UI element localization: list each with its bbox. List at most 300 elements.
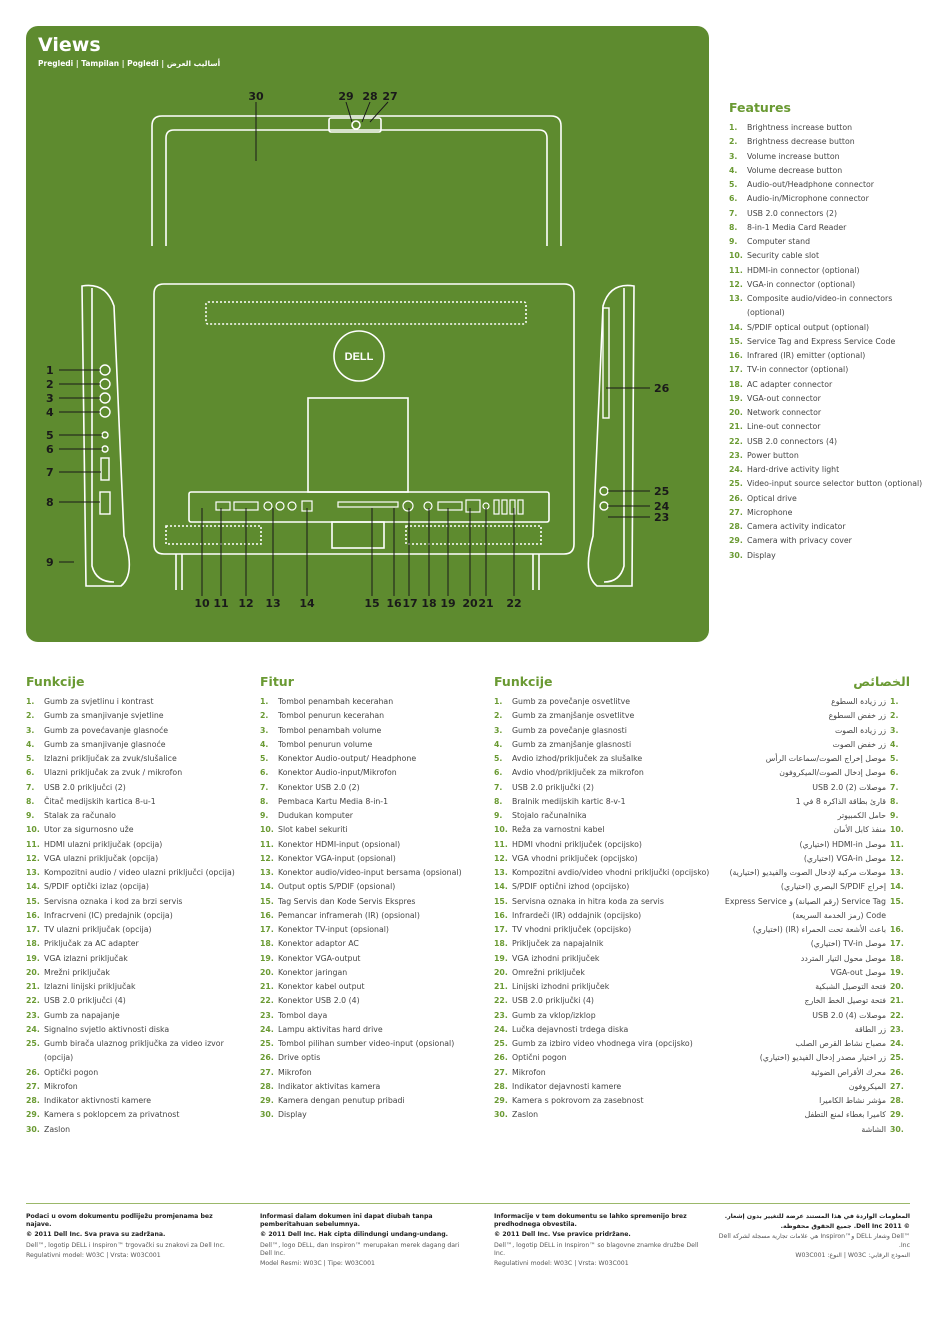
feature-number: 17.	[729, 365, 743, 375]
feature-number: 23.	[26, 1010, 40, 1020]
feature-number: 17.	[260, 925, 274, 934]
footer-trademark: Dell™, logo DELL, dan Inspiron™ merupakan merek dagang dari Dell Inc.	[260, 1241, 460, 1257]
feature-item	[729, 534, 929, 548]
feature-text: Mikrofon	[278, 1067, 312, 1077]
feature-item	[26, 695, 246, 709]
feature-text: Service Tag (رقم الصيانة) و Express Service Code (رمز الخدمة السريعة)	[724, 896, 886, 920]
footer-copyright: © 2011 Dell Inc. جميع الحقوق محفوظة.	[780, 1223, 910, 1231]
indonesian-title: Fitur	[260, 674, 294, 689]
feature-text: Mikrofon	[44, 1081, 78, 1091]
feature-text: VGA izlazni priključak	[44, 953, 128, 963]
feature-item	[729, 249, 929, 263]
feature-number: 19.	[494, 953, 508, 963]
footer-model: النموذج الرقابي: W03C | النوع: W03C001	[795, 1251, 910, 1259]
feature-text: HDMI vhodni priključek (opcijsko)	[512, 839, 642, 849]
feature-item	[494, 1051, 714, 1065]
feature-number: 25.	[494, 1039, 508, 1048]
feature-text: Reža za varnostni kabel	[512, 825, 605, 835]
footer-notice: Informasi dalam dokumen ini dapat diubah tanpa pemberitahuan sebelumnya.	[260, 1213, 433, 1229]
feature-number: 14.	[729, 322, 743, 332]
optical-drive-slot	[603, 308, 609, 418]
feature-number: 3.	[494, 725, 503, 735]
feature-item	[26, 952, 246, 966]
feature-number: .13	[890, 868, 904, 877]
feature-item	[716, 709, 910, 723]
callout-20: 20	[462, 597, 478, 610]
feature-text: Ulazni priključak za zvuk / mikrofon	[44, 768, 183, 778]
footer-slovenian	[494, 1213, 699, 1270]
feature-item	[716, 880, 910, 894]
feature-item	[260, 1094, 480, 1108]
feature-item	[716, 923, 910, 937]
callout-21: 21	[478, 597, 494, 610]
feature-text: Network connector	[747, 408, 822, 417]
feature-item	[494, 1037, 714, 1051]
feature-item	[716, 795, 910, 809]
feature-number: .2	[890, 711, 899, 721]
feature-number: 27.	[260, 1067, 274, 1077]
feature-number: 8.	[729, 222, 738, 232]
feature-item	[729, 420, 929, 434]
feature-number: .19	[890, 967, 904, 977]
croatian-list	[26, 695, 246, 1137]
feature-number: 18.	[26, 939, 40, 949]
volume-down-button	[100, 407, 110, 417]
feature-number: 17.	[26, 925, 40, 934]
callout-14: 14	[299, 597, 315, 610]
feature-text: Avdio izhod/priključek za slušalke	[512, 754, 643, 763]
footer-trademark: Dell™, logotip DELL in Inspiron™ so blagovne znamke družbe Dell Inc.	[494, 1241, 699, 1257]
feature-text: Output optis S/PDIF (opsional)	[278, 882, 396, 892]
feature-number: .1	[890, 697, 899, 706]
feature-number: .23	[890, 1024, 904, 1034]
feature-number: .26	[890, 1067, 904, 1077]
feature-number: 4.	[26, 739, 35, 749]
feature-item	[729, 321, 929, 335]
feature-item	[260, 909, 480, 923]
feature-text: USB 2.0 connectors (2)	[747, 208, 838, 218]
feature-number: 5.	[260, 754, 269, 763]
feature-text: VGA ulazni priključak (opcija)	[44, 853, 159, 863]
feature-number: 2.	[260, 711, 269, 721]
feature-item	[729, 178, 929, 192]
feature-item	[729, 264, 929, 278]
feature-item	[26, 781, 246, 795]
feature-number: 12.	[729, 279, 743, 289]
feature-text: Servisna oznaka in hitra koda za servis	[512, 896, 664, 906]
feature-item	[716, 738, 910, 752]
feature-number: 6.	[260, 768, 269, 778]
panel-subtitle: Pregledi | Tampilan | Pogledi | أساليب العرض	[38, 59, 221, 68]
feature-number: 21.	[494, 982, 508, 991]
feature-number: 2.	[26, 711, 35, 721]
feature-text: Avdio vhod/priključek za mikrofon	[512, 768, 644, 778]
feature-text: Pembaca Kartu Media 8-in-1	[278, 796, 389, 806]
feature-text: Priključak za AC adapter	[44, 939, 139, 949]
feature-number: .5	[890, 754, 899, 763]
feature-text: USB 2.0 priključci (2)	[44, 782, 126, 792]
feature-item	[260, 1023, 480, 1037]
feature-item	[26, 724, 246, 738]
feature-number: 14.	[494, 882, 508, 892]
feature-number: 9.	[729, 237, 738, 246]
feature-number: 28.	[26, 1096, 40, 1105]
feature-item	[26, 766, 246, 780]
feature-text: موصل TV-in (اختياري)	[810, 939, 886, 949]
vent-left	[166, 526, 261, 544]
feature-number: .16	[890, 925, 904, 934]
feature-number: 16.	[494, 910, 508, 920]
feature-number: 15.	[260, 896, 274, 906]
feature-text: موصلات مركبة لإدخال الصوت والفيديو (اختيارية)	[729, 868, 886, 877]
feature-item	[494, 909, 714, 923]
feature-text: S/PDIF optični izhod (opcijsko)	[512, 882, 630, 892]
feature-text: S/PDIF optical output (optional)	[747, 322, 870, 332]
feature-number: 4.	[729, 165, 738, 175]
feature-number: .8	[890, 796, 899, 806]
feature-item	[26, 966, 246, 980]
feature-text: موصل HDMI-in (اختياري)	[799, 839, 886, 849]
feature-number: .14	[890, 882, 904, 892]
feature-number: .24	[890, 1039, 904, 1048]
feature-number: .25	[890, 1053, 904, 1063]
feature-text: Konektor USB 2.0 (2)	[278, 782, 360, 792]
feature-text: Tombol daya	[278, 1010, 328, 1020]
feature-item	[729, 150, 929, 164]
feature-item	[26, 1094, 246, 1108]
features-list	[729, 121, 929, 563]
front-bezel-outline	[152, 116, 561, 246]
feature-text: Infrardeči (IR) oddajnik (opcijsko)	[512, 910, 642, 920]
feature-text: 8-in-1 Media Card Reader	[747, 222, 847, 232]
feature-text: مؤشر نشاط الكاميرا	[819, 1096, 886, 1105]
feature-number: 17.	[494, 925, 508, 934]
feature-text: Kompozitni audio / video ulazni priključci (opcija)	[44, 868, 235, 877]
feature-item	[716, 809, 910, 823]
feature-number: 15.	[729, 336, 743, 346]
feature-text: قارئ بطاقة الذاكرة 8 في 1	[795, 796, 886, 806]
feature-item	[494, 809, 714, 823]
feature-item	[260, 994, 480, 1008]
feature-number: 27.	[494, 1067, 508, 1077]
slovenian-list	[494, 695, 714, 1123]
feature-item	[716, 966, 910, 980]
feature-item	[26, 838, 246, 852]
stand-upper	[308, 398, 408, 492]
feature-number: 14.	[26, 882, 40, 892]
feature-item	[26, 1037, 246, 1066]
arabic-list	[716, 695, 910, 1137]
feature-text: Display	[278, 1110, 307, 1120]
feature-number: 10.	[494, 825, 508, 835]
feature-item	[729, 135, 929, 149]
feature-item	[494, 852, 714, 866]
feature-item	[494, 1080, 714, 1094]
feature-text: Servisna oznaka i kod za brzi servis	[44, 896, 183, 906]
feature-text: Pemancar inframerah (IR) (opsional)	[278, 910, 420, 920]
feature-text: Mikrofon	[512, 1067, 546, 1077]
feature-number: 20.	[26, 967, 40, 977]
feature-text: VGA-out connector	[747, 393, 821, 403]
indonesian-section	[260, 674, 480, 1123]
feature-number: 4.	[494, 739, 503, 749]
feature-number: .3	[890, 725, 899, 735]
dell-logo: DELL	[344, 351, 374, 363]
feature-text: Izlazni linijski priključak	[44, 982, 136, 991]
feature-number: 7.	[729, 208, 738, 218]
feature-text: Stalak za računalo	[44, 811, 116, 820]
feature-number: 12.	[26, 853, 40, 863]
feature-text: موصل محول التيار المتردد	[800, 953, 886, 963]
feature-number: 24.	[729, 465, 743, 474]
feature-item	[26, 895, 246, 909]
footer-divider	[26, 1203, 910, 1204]
feature-item	[494, 952, 714, 966]
feature-number: .20	[890, 982, 904, 991]
feature-number: 6.	[494, 768, 503, 778]
front-screen-outline	[166, 130, 547, 246]
feature-number: 16.	[260, 910, 274, 920]
feature-text: Video-input source selector button (optional)	[747, 479, 923, 489]
feature-number: .29	[890, 1110, 904, 1120]
feature-text: Infracrveni (IC) predajnik (opcija)	[44, 910, 173, 920]
callout-3: 3	[46, 392, 54, 405]
feature-item	[26, 809, 246, 823]
feature-number: 9.	[260, 811, 269, 820]
feature-text: زر زيادة الصوت	[834, 725, 886, 735]
feature-text: فتحة التوصيل الشبكية	[815, 982, 886, 991]
feature-text: Gumb za povećavanje glasnoće	[44, 725, 169, 735]
feature-text: Service Tag and Express Service Code	[747, 336, 896, 346]
feature-number: 8.	[260, 796, 269, 806]
feature-number: 29.	[26, 1110, 40, 1120]
feature-item	[260, 695, 480, 709]
feature-number: 4.	[260, 739, 269, 749]
feature-text: زر خفض السطوع	[828, 711, 886, 721]
feature-item	[260, 781, 480, 795]
feature-number: 9.	[494, 811, 503, 820]
callout-25: 25	[654, 485, 670, 498]
views-panel	[26, 26, 709, 642]
feature-text: Hard-drive activity light	[747, 465, 840, 474]
feature-item	[716, 823, 910, 837]
feature-item	[729, 192, 929, 206]
feature-text: Signalno svjetlo aktivnosti diska	[44, 1024, 170, 1034]
feature-text: TV ulazni priključak (opcija)	[44, 925, 152, 934]
feature-number: 19.	[26, 953, 40, 963]
feature-text: HDMI-in connector (optional)	[747, 265, 860, 275]
feature-item	[494, 838, 714, 852]
feature-number: 25.	[26, 1039, 40, 1048]
callout-5: 5	[46, 429, 54, 442]
indonesian-list	[260, 695, 480, 1123]
feature-item	[716, 895, 910, 924]
feature-number: .28	[890, 1096, 904, 1105]
feature-item	[260, 838, 480, 852]
callout-4: 4	[46, 406, 54, 419]
feature-number: 1.	[729, 123, 738, 132]
feature-number: 29.	[729, 536, 743, 546]
feature-text: Gumb za svjetlinu i kontrast	[44, 697, 154, 706]
feature-text: موصلات USB 2.0 (4)	[812, 1010, 886, 1020]
feature-item	[494, 766, 714, 780]
feature-text: Bralnik medijskih kartic 8-v-1	[512, 796, 626, 806]
feature-item	[260, 937, 480, 951]
feature-number: 9.	[26, 811, 35, 820]
footer-copyright: © 2011 Dell Inc. Hak cipta dilindungi undang-undang.	[260, 1231, 449, 1239]
footer-notice: المعلومات الواردة في هذا المستند عرضة للتغيير بدون إشعار.	[724, 1213, 910, 1220]
feature-text: Gumb za povečanje glasnosti	[512, 725, 627, 735]
feature-text: موصل VGA-out	[830, 967, 886, 977]
feature-item	[260, 966, 480, 980]
feature-text: Čitač medijskih kartica 8-u-1	[44, 796, 156, 806]
feature-text: إخراج S/PDIF البصري (اختياري)	[780, 882, 886, 892]
feature-number: 28.	[729, 522, 743, 531]
feature-number: 30.	[494, 1110, 508, 1120]
slovenian-title: Funkcije	[494, 674, 553, 689]
feature-number: 28.	[494, 1081, 508, 1091]
feature-number: 12.	[260, 853, 274, 863]
feature-item	[494, 695, 714, 709]
feature-item	[494, 880, 714, 894]
feature-number: 3.	[260, 725, 269, 735]
feature-text: Camera activity indicator	[747, 522, 846, 531]
arabic-title: الخصائص	[853, 674, 910, 689]
feature-text: Gumb za vklop/izklop	[512, 1010, 596, 1020]
features-title: Features	[729, 100, 791, 115]
feature-number: .27	[890, 1081, 904, 1091]
audio-in-port	[102, 446, 108, 452]
footer-trademark: ™Dell وشعار DELL و™Inspiron هي علامات تجارية مسجلة لشركة Dell Inc.	[718, 1233, 910, 1249]
footer-notice: Podaci u ovom dokumentu podliježu promjenama bez najave.	[26, 1213, 213, 1229]
feature-number: 5.	[494, 754, 503, 763]
callout-30: 30	[248, 90, 264, 103]
feature-text: Computer stand	[747, 237, 811, 246]
feature-number: 22.	[26, 996, 40, 1006]
feature-text: Volume decrease button	[747, 165, 843, 175]
feature-text: Optički pogon	[44, 1067, 99, 1077]
footer-model: Regulativni model: W03C | Vrsta: W03C001	[26, 1251, 161, 1259]
feature-text: VGA vhodni priključek (opcijsko)	[512, 853, 638, 863]
feature-text: Konektor kabel output	[278, 982, 365, 991]
feature-item	[494, 1066, 714, 1080]
feature-text: Lampu aktivitas hard drive	[278, 1024, 383, 1034]
feature-text: Mrežni priključak	[44, 967, 110, 977]
feature-text: Kompozitni avdio/video vhodni priključki (opcijsko)	[512, 868, 710, 877]
feature-item	[26, 823, 246, 837]
feature-item	[260, 1066, 480, 1080]
feature-text: Gumb za napajanje	[44, 1010, 120, 1020]
feature-item	[260, 724, 480, 738]
callout-7: 7	[46, 466, 54, 479]
feature-text: زر الطاقة	[854, 1024, 886, 1034]
feature-text: Security cable slot	[747, 251, 820, 261]
feature-item	[716, 994, 910, 1008]
feature-item	[716, 766, 910, 780]
feature-text: Camera with privacy cover	[747, 536, 852, 546]
feature-text: Infrared (IR) emitter (optional)	[747, 351, 866, 360]
feature-item	[260, 1080, 480, 1094]
volume-up-button	[100, 393, 110, 403]
feature-number: 22.	[260, 996, 274, 1006]
feature-text: Konektor jaringan	[278, 967, 348, 977]
feature-item	[716, 852, 910, 866]
feature-text: منفذ كابل الأمان	[833, 825, 886, 835]
callout-10: 10	[194, 597, 210, 610]
feature-item	[494, 823, 714, 837]
feature-number: 22.	[494, 996, 508, 1006]
feature-number: 14.	[260, 882, 274, 892]
feature-item	[260, 1051, 480, 1065]
feature-text: Optical drive	[747, 493, 797, 503]
feature-number: 26.	[260, 1053, 274, 1063]
feature-number: 6.	[729, 194, 738, 204]
feature-item	[494, 866, 714, 880]
feature-item	[494, 966, 714, 980]
footer-copyright: © 2011 Dell Inc. Vse pravice pridržane.	[494, 1231, 631, 1239]
feature-number: 20.	[729, 408, 743, 417]
feature-text: Stojalo računalnika	[512, 811, 587, 820]
feature-number: 1.	[26, 697, 35, 706]
feature-text: Konektor audio/video-input bersama (opsional)	[278, 868, 462, 877]
feature-item	[729, 549, 929, 563]
feature-number: 7.	[494, 782, 503, 792]
feature-number: .11	[890, 839, 904, 849]
feature-item	[26, 866, 246, 880]
brightness-up-button	[100, 365, 110, 375]
feature-text: Priključek za napajalnik	[512, 939, 604, 949]
feature-item	[716, 724, 910, 738]
feature-number: 24.	[26, 1024, 40, 1034]
feature-number: 19.	[260, 953, 274, 963]
feature-item	[26, 880, 246, 894]
feature-number: .9	[890, 811, 899, 820]
feature-number: 11.	[729, 265, 743, 275]
feature-text: موصلات USB 2.0 (2)	[812, 782, 886, 792]
feature-text: Indikator aktivitas kamera	[278, 1081, 381, 1091]
callout-24: 24	[654, 500, 670, 513]
feature-text: Konektor HDMI-input (opsional)	[278, 839, 401, 849]
feature-number: .12	[890, 853, 904, 863]
feature-number: 8.	[26, 796, 35, 806]
feature-number: 24.	[260, 1024, 274, 1034]
feature-number: 7.	[26, 782, 35, 792]
feature-item	[26, 852, 246, 866]
feature-number: 3.	[26, 725, 35, 735]
feature-item	[729, 435, 929, 449]
feature-number: 29.	[260, 1096, 274, 1105]
feature-text: Konektor USB 2.0 (4)	[278, 996, 360, 1006]
feature-text: حامل الكمبيوتر	[837, 811, 886, 820]
feature-number: 18.	[494, 939, 508, 949]
feature-text: Utor za sigurnosno uže	[44, 825, 134, 835]
feature-item	[494, 1009, 714, 1023]
footer-croatian	[26, 1213, 231, 1262]
feature-number: 21.	[729, 422, 743, 432]
feature-text: USB 2.0 priključki (2)	[512, 782, 594, 792]
feature-item	[494, 980, 714, 994]
feature-number: 11.	[26, 839, 40, 849]
croatian-title: Funkcije	[26, 674, 85, 689]
feature-text: Microphone	[747, 507, 793, 517]
feature-item	[729, 449, 929, 463]
footer-trademark: Dell™, logotip DELL i Inspiron™ trgovački su znakovi za Dell Inc.	[26, 1241, 225, 1249]
feature-number: 12.	[494, 853, 508, 863]
brightness-down-button	[100, 379, 110, 389]
feature-item	[260, 1037, 480, 1051]
feature-item	[26, 923, 246, 937]
feature-item	[494, 937, 714, 951]
